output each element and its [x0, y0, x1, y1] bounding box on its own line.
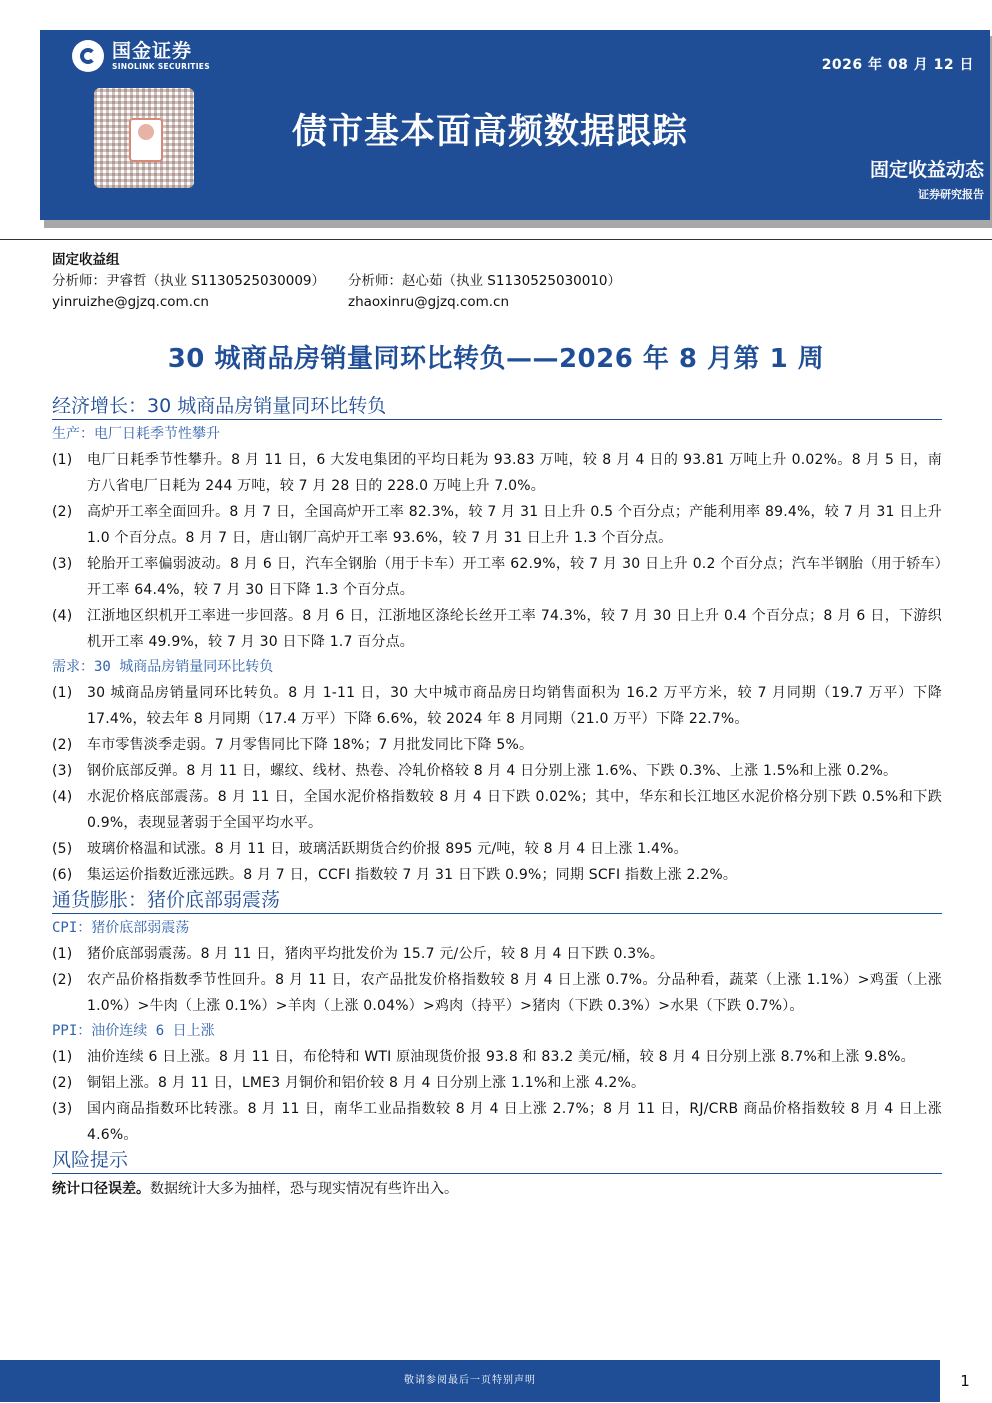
sinolink-logo-icon	[72, 40, 104, 72]
brand-name-en: SINOLINK SECURITIES	[112, 62, 210, 71]
qr-code-icon	[94, 88, 194, 188]
report-category: 固定收益动态	[869, 159, 984, 181]
report-type: 证券研究报告	[918, 188, 984, 201]
team-name: 固定收益组	[52, 252, 120, 268]
list-item: (2) 农产品价格指数季节性回升。8 月 11 日，农产品批发价格指数较 8 月 4 日上涨 0.7%。分品种看，蔬菜（上涨 1.1%）>鸡蛋（上涨 1.0%）>牛肉（上涨 0.1%）>羊肉（上涨 0.04%）>鸡肉（持平）>猪肉（下跌 0.3%）>水果（下跌 0.7%）。	[52, 972, 942, 1014]
list-item: (1) 猪价底部弱震荡。8 月 11 日，猪肉平均批发价为 15.7 元/公斤，较 8 月 4 日下跌 0.3%。	[52, 946, 665, 962]
series-title: 债市基本面高频数据跟踪	[292, 112, 689, 152]
list-item: (2) 铜铝上涨。8 月 11 日，LME3 月铜价和铝价较 8 月 4 日分别上涨 1.1%和上涨 4.2%。	[52, 1075, 646, 1091]
brand-name-cn: 国金证券	[112, 40, 193, 62]
analyst-block	[52, 250, 622, 313]
list-item: (4) 江浙地区织机开工率进一步回落。8 月 6 日，江浙地区涤纶长丝开工率 74.3%，较 7 月 30 日上升 0.4 个百分点；8 月 6 日，下游织机开工率 49.9%，较 7 月 30 日下降 1.7 百分点。	[52, 608, 942, 650]
seal-icon	[138, 124, 154, 140]
analyst-2: 分析师：赵心茹（执业 S1130525030010）	[348, 273, 622, 289]
subsection-heading: 需求：30 城商品房销量同环比转负	[52, 659, 274, 675]
divider	[0, 239, 992, 240]
list-item: (3) 轮胎开工率偏弱波动。8 月 6 日，汽车全钢胎（用于卡车）开工率 62.9%，较 7 月 30 日上升 0.2 个百分点；汽车半钢胎（用于轿车）开工率 64.4%，较 7 月 30 日下降 1.3 个百分点。	[52, 556, 942, 598]
footer-disclaimer: 敬请参阅最后一页特别声明	[0, 1360, 940, 1402]
list-item: (3) 国内商品指数环比转涨。8 月 11 日，南华工业品指数较 8 月 4 日上涨 2.7%；8 月 11 日，RJ/CRB 商品价格指数较 8 月 4 日上涨 4.6%。	[52, 1101, 942, 1143]
list-item: (4) 水泥价格底部震荡。8 月 11 日，全国水泥价格指数较 8 月 4 日下跌 0.02%；其中，华东和长江地区水泥价格分别下跌 0.5%和下跌 0.9%，表现显著弱于全国平均水平。	[52, 789, 942, 831]
analyst-1: 分析师：尹睿哲（执业 S1130525030009）	[52, 273, 326, 289]
risk-text: 统计口径误差。数据统计大多为抽样，恐与现实情况有些许出入。	[52, 1181, 458, 1197]
list-item: (1) 油价连续 6 日上涨。8 月 11 日，布伦特和 WTI 原油现货价报 93.8 和 83.2 美元/桶，较 8 月 4 日分别上涨 8.7%和上涨 9.8%。	[52, 1049, 915, 1065]
list-item: (3) 钢价底部反弹。8 月 11 日，螺纹、线材、热卷、冷轧价格较 8 月 4 日分别上涨 1.6%、下跌 0.3%、上涨 1.5%和上涨 0.2%。	[52, 763, 898, 779]
section-heading: 经济增长：30 城商品房销量同环比转负	[52, 394, 942, 420]
list-item: (1) 电厂日耗季节性攀升。8 月 11 日，6 大发电集团的平均日耗为 93.83 万吨，较 8 月 4 日的 93.81 万吨上升 0.02%。8 月 5 日，南方八省电厂日耗为 244 万吨，较 7 月 28 日的 228.0 万吨上升 7.0%。	[52, 452, 942, 494]
subsection-heading: 生产：电厂日耗季节性攀升	[52, 426, 220, 442]
brand-logo	[72, 40, 210, 72]
analyst-1-email[interactable]: yinruizhe@gjzq.com.cn	[52, 294, 209, 310]
analyst-2-email[interactable]: zhaoxinru@gjzq.com.cn	[348, 294, 510, 310]
list-item: (5) 玻璃价格温和试涨。8 月 11 日，玻璃活跃期货合约价报 895 元/吨，较 8 月 4 日上涨 1.4%。	[52, 841, 688, 857]
section-heading: 通货膨胀：猪价底部弱震荡	[52, 888, 942, 914]
list-item: (6) 集运运价指数近涨远跌。8 月 7 日，CCFI 指数较 7 月 31 日下跌 0.9%；同期 SCFI 指数上涨 2.2%。	[52, 867, 738, 883]
risk-heading: 风险提示	[52, 1148, 942, 1174]
report-date: 2026 年 08 月 12 日	[821, 57, 974, 73]
report-body	[52, 394, 942, 1202]
list-item: (2) 高炉开工率全面回升。8 月 7 日，全国高炉开工率 82.3%，较 7 月 31 日上升 0.5 个百分点；产能利用率 89.4%，较 7 月 31 日上升 1.0 个百分点。8 月 7 日，唐山钢厂高炉开工率 93.6%，较 7 月 31 日上升 1.3 个百分点。	[52, 504, 942, 546]
report-title: 30 城商品房销量同环比转负——2026 年 8 月第 1 周	[167, 344, 825, 374]
list-item: (2) 车市零售淡季走弱。7 月零售同比下降 18%；7 月批发同比下降 5%。	[52, 737, 534, 753]
subsection-heading: PPI：油价连续 6 日上涨	[52, 1023, 215, 1039]
page-number: 1	[960, 1372, 970, 1390]
list-item: (1) 30 城商品房销量同环比转负。8 月 1-11 日，30 大中城市商品房日均销售面积为 16.2 万平方米，较 7 月同期（19.7 万平）下降 17.4%，较去年 8 月同期（17.4 万平）下降 6.6%，较 2024 年 8 月同期（21.0 万平）下降 22.7%。	[52, 685, 942, 727]
subsection-heading: CPI：猪价底部弱震荡	[52, 920, 190, 936]
